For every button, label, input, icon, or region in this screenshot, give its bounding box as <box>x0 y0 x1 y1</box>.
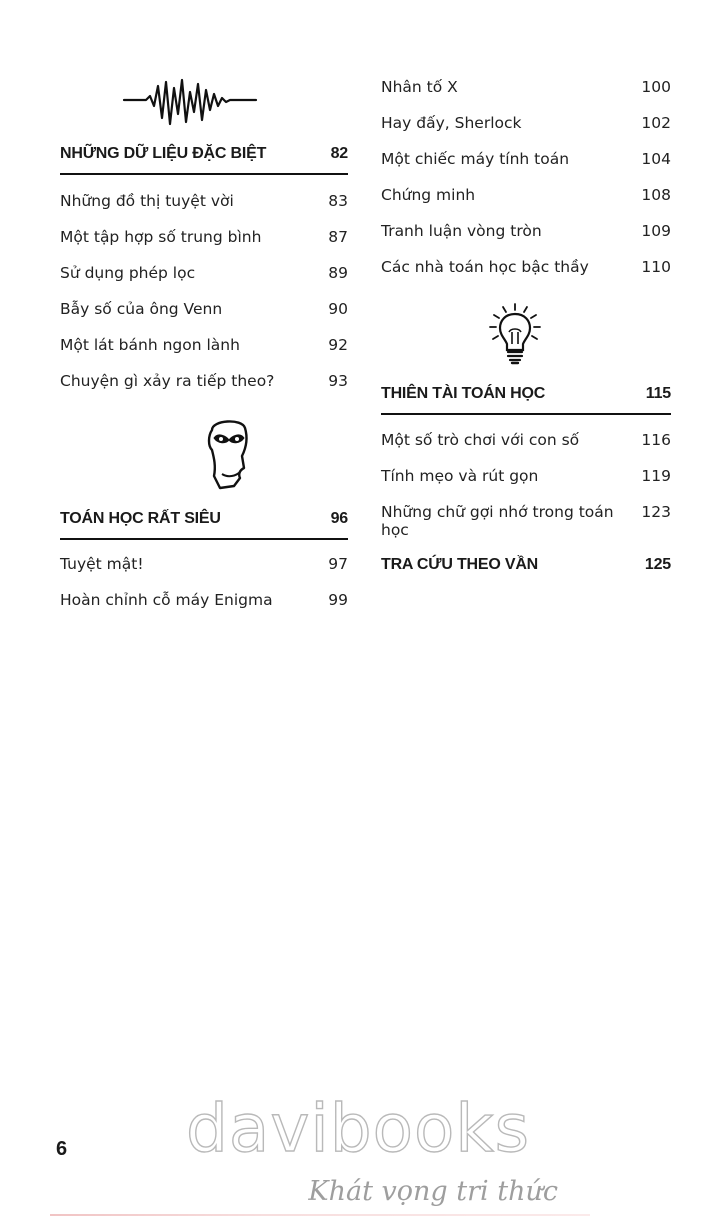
section-page: 96 <box>330 510 348 527</box>
entry-page: 102 <box>641 114 671 132</box>
entry-title: Hoàn chỉnh cỗ máy Enigma <box>60 591 273 609</box>
toc-entry <box>60 372 348 390</box>
entry-page: 110 <box>641 258 671 276</box>
entry-title: Hay đấy, Sherlock <box>381 114 522 132</box>
entry-page: 99 <box>328 591 348 609</box>
section-page: 82 <box>330 145 348 162</box>
toc-entry <box>381 222 671 240</box>
toc-entry <box>381 503 671 539</box>
section-heading <box>381 385 671 415</box>
entry-page: 83 <box>328 192 348 210</box>
toc-entry <box>381 114 671 132</box>
entry-title: Một số trò chơi với con số <box>381 431 580 449</box>
section-heading <box>60 510 348 540</box>
entry-title: Một chiếc máy tính toán <box>381 150 570 168</box>
toc-entry <box>60 300 348 318</box>
toc-entry <box>60 264 348 282</box>
toc-entry <box>381 150 671 168</box>
toc-entry <box>60 192 348 210</box>
entry-page: 93 <box>328 372 348 390</box>
entry-page: 100 <box>641 78 671 96</box>
toc-entry <box>381 431 671 449</box>
toc-entry <box>381 258 671 276</box>
toc-entry <box>381 467 671 485</box>
bottom-edge-line <box>50 1214 590 1216</box>
section-heading <box>381 556 671 574</box>
section-page: 125 <box>644 556 671 573</box>
entry-page: 104 <box>641 150 671 168</box>
section-title: NHỮNG DỮ LIỆU ĐẶC BIỆT <box>60 145 267 162</box>
section-heading <box>60 145 348 175</box>
entry-page: 97 <box>328 555 348 573</box>
lightbulb-icon <box>485 302 545 368</box>
entry-title: Tính mẹo và rút gọn <box>381 467 539 485</box>
watermark-slogan: Khát vọng tri thức <box>308 1176 558 1207</box>
page-number: 6 <box>56 1138 68 1160</box>
entry-title: Sử dụng phép lọc <box>60 264 196 282</box>
section-title: THIÊN TÀI TOÁN HỌC <box>381 385 546 402</box>
section-page: 115 <box>645 385 671 402</box>
entry-title: Các nhà toán học bậc thầy <box>381 258 589 276</box>
entry-page: 92 <box>328 336 348 354</box>
entry-page: 109 <box>641 222 671 240</box>
entry-page: 123 <box>641 503 671 521</box>
entry-page: 119 <box>641 467 671 485</box>
section-title: TRA CỨU THEO VẦN <box>381 556 539 573</box>
entry-page: 108 <box>641 186 671 204</box>
toc-entry <box>381 186 671 204</box>
entry-title: Tuyệt mật! <box>60 555 144 573</box>
waveform-icon <box>120 74 290 130</box>
toc-entry <box>60 555 348 573</box>
entry-page: 87 <box>328 228 348 246</box>
section-title: TOÁN HỌC RẤT SIÊU <box>60 510 221 527</box>
entry-page: 90 <box>328 300 348 318</box>
toc-entry <box>60 336 348 354</box>
entry-title: Chuyện gì xảy ra tiếp theo? <box>60 372 275 390</box>
watermark-brand: davibooks <box>186 1090 530 1167</box>
entry-page: 89 <box>328 264 348 282</box>
entry-title: Một lát bánh ngon lành <box>60 336 240 354</box>
entry-page: 116 <box>641 431 671 449</box>
toc-entry <box>60 591 348 609</box>
entry-title: Những chữ gợi nhớ trong toán học <box>381 503 614 539</box>
entry-title: Chứng minh <box>381 186 476 204</box>
toc-entry <box>381 78 671 96</box>
entry-title: Một tập hợp số trung bình <box>60 228 262 246</box>
entry-title: Những đồ thị tuyệt vời <box>60 192 234 210</box>
entry-title: Bẫy số của ông Venn <box>60 300 223 318</box>
toc-entry <box>60 228 348 246</box>
entry-title: Tranh luận vòng tròn <box>381 222 542 240</box>
masked-head-icon <box>202 414 254 492</box>
entry-title: Nhân tố X <box>381 78 458 96</box>
